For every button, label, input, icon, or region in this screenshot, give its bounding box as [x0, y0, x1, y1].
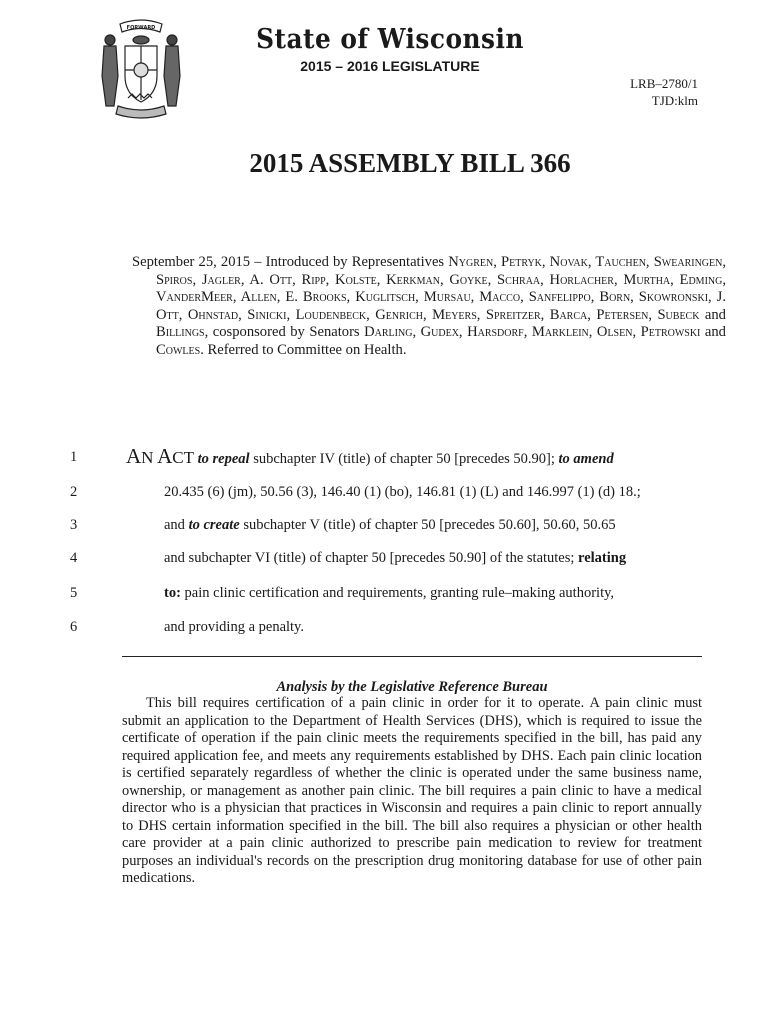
line-number: 1 — [70, 449, 78, 465]
analysis-title: Analysis by the Legislative Reference Bureau — [276, 679, 548, 695]
intro-text: September 25, 2015 – Introduced by Representatives — [132, 254, 449, 270]
intro-text: and — [700, 324, 726, 341]
intro-text: and — [699, 306, 726, 323]
senator-name: Cowles — [156, 341, 201, 358]
line-number: 5 — [70, 585, 78, 601]
state-seal-icon — [92, 14, 190, 122]
senators-list: Darling, Gudex, Harsdorf, Marklein, Olsen, Petrowski — [364, 324, 701, 341]
act-line-5: to: pain clinic certification and requirements, granting rule–making authority, — [164, 585, 615, 601]
intro-text: , cosponsored by Senators — [204, 324, 365, 341]
analysis-body: This bill requires certification of a pain clinic in order for it to operate. A pain clinic must submit an application to the Department of Health Services (DHS), which is required to issue the certificate of operation if the pain clinic meets the requirements specified in the bill, has paid any required application fee, and meets any requirements established by DHS. Each pain clinic location is certified separately regardless of whether the clinic is operated under the same business name, ownership, or management as another pain clinic. The bill requires a pain clinic to have a medical director who is a physician that practices in Wisconsin and requires a pain clinic to report annually to DHS certain information specified in the bill. The bill also requires a physician or other health care provider at a pain clinic authorized to prescribe pain medication to review for treatment purposes an individual's records on the prescription drug monitoring database for use of other pain medications. — [122, 695, 702, 886]
representatives-list: Nygren, Petryk, Novak, Tauchen, Swearingen, Spiros, Jagler, A. Ott, Ripp, Kolste, Kerkman, Goyke, Schraa, Horlacher, Murtha, Edming, VanderMeer, Allen, E. Brooks, Kuglitsch, Mursau, Macco, Sanfelippo, Born, Skowronski, J. Ott, Ohnstad, Sinicki, Loudenbeck, Genrich, Meyers, Spreitzer, Barca, Petersen, Subeck — [156, 254, 727, 323]
bill-title: 2015 ASSEMBLY BILL 366 — [249, 148, 571, 178]
act-line-3: and to create subchapter V (title) of chapter 50 [precedes 50.60], 50.60, 50.65 — [164, 517, 616, 533]
act-line-4: and subchapter VI (title) of chapter 50 [precedes 50.90] of the statutes; relating — [164, 550, 627, 566]
section-divider — [122, 656, 702, 657]
act-line-2: 20.435 (6) (jm), 50.56 (3), 146.40 (1) (bo), 146.81 (1) (L) and 146.997 (1) (d) 18.; — [164, 484, 641, 500]
state-title: State of Wisconsin — [256, 24, 524, 55]
line-number: 4 — [70, 550, 78, 566]
drafter-initials: TJD:klm — [651, 93, 698, 108]
line-number: 2 — [70, 484, 78, 500]
introduction-paragraph — [132, 254, 726, 360]
svg-text:FORWARD: FORWARD — [126, 25, 156, 31]
representative-name: Billings — [156, 324, 205, 341]
lrb-number: LRB–2780/1 — [630, 76, 698, 91]
act-line-6: and providing a penalty. — [164, 619, 304, 635]
act-line-1: AN ACT to repeal subchapter IV (title) of chapter 50 [precedes 50.90]; to amend — [126, 444, 614, 468]
line-number: 3 — [70, 517, 78, 533]
legislature-session: 2015 – 2016 LEGISLATURE — [300, 58, 480, 74]
intro-text: . Referred to Committee on Health. — [200, 341, 407, 358]
line-number: 6 — [70, 619, 78, 635]
